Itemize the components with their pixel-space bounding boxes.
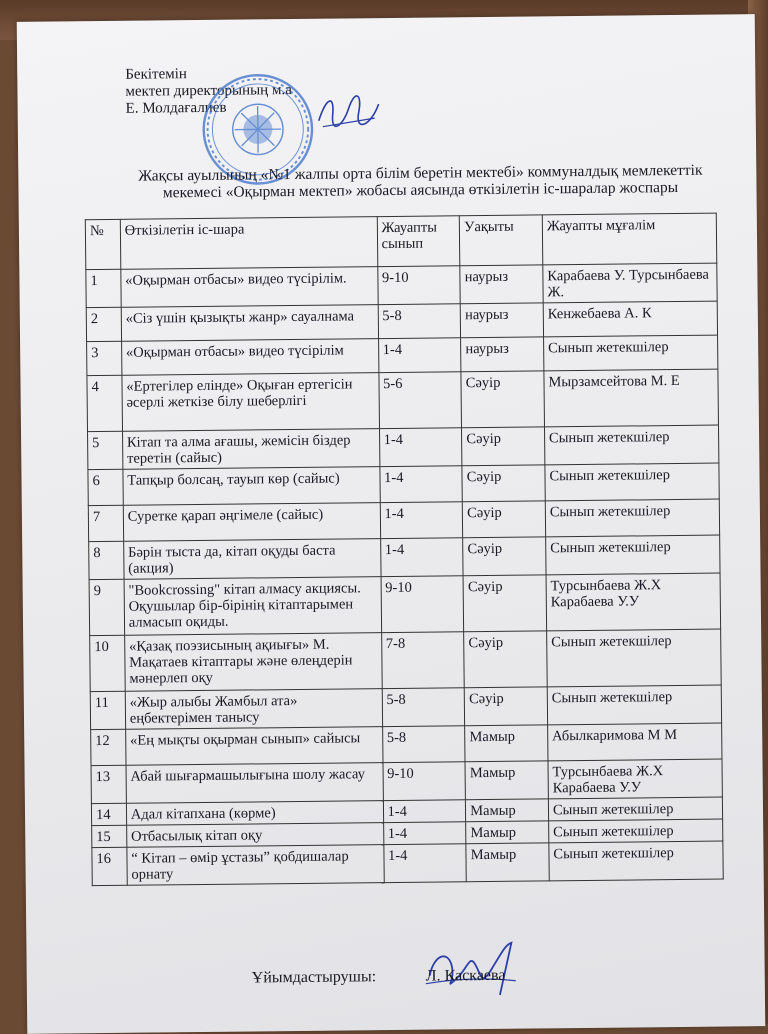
header-number: № [85,219,120,269]
cell-time: Сәуір [464,631,547,688]
cell-teacher: Сынып жетекшілер [547,685,721,725]
cell-teacher: Сынып жетекшілер [548,797,722,821]
cell-time: Сәуір [464,687,547,726]
header-teacher: Жауапты мұғалім [542,213,717,265]
cell-teacher: Сынып жетекшілер [545,463,719,501]
cell-event: "Bookcrossing" кітап алмасу акциясы. Оқушылар бір-бірінің кітаптарымен алмасып оқиды. [124,577,381,636]
cell-class: 1-4 [380,502,463,539]
cell-event: «Оқырман отбасы» видео түсірілім [121,339,378,376]
paper-sheet [17,14,766,1034]
organizer-label: Ұйымдастырушы: [252,968,422,988]
cell-teacher: Мырзамсейтова М. Е [544,369,719,427]
cell-number: 9 [89,579,124,635]
header-time: Уақыты [460,215,543,266]
cell-teacher: Сынып жетекшілер [544,425,718,465]
cell-time: наурыз [460,265,543,304]
cell-number: 15 [92,825,127,847]
cell-number: 13 [91,765,126,803]
cell-time: Мамыр [466,799,549,822]
cell-time: Мамыр [465,725,548,762]
cell-class: 1-4 [383,844,466,883]
cell-number: 12 [91,729,126,765]
cell-teacher: Сынып жетекшілер [545,499,719,537]
cell-event: Адал кітапхана (көрме) [126,801,383,826]
cell-teacher: Сынып жетекшілер [543,335,717,371]
approval-line-1: Бекітемін [125,65,292,84]
cell-time: Мамыр [465,761,548,800]
cell-class: 9-10 [383,762,466,801]
cell-class: 5-8 [378,304,461,339]
approval-line-2: мектеп директорының м.а [125,82,292,101]
cell-number: 7 [88,505,123,541]
cell-time: наурыз [460,303,543,338]
cell-class: 5-6 [378,372,461,429]
cell-number: 14 [91,803,126,825]
cell-event: Суретке қарап әңгімеле (сайыс) [123,503,380,542]
cell-teacher: Сынып жетекшілер [546,535,720,575]
cell-time: Мамыр [466,843,549,882]
header-event: Өткізілетін іс-шара [120,217,377,270]
cell-time: Сәуір [462,427,545,466]
table-row [89,535,720,580]
cell-class: 7-8 [381,632,464,689]
table-row [89,573,721,636]
cell-number: 5 [88,431,123,469]
cell-number: 2 [86,307,121,341]
cell-teacher: Сынып жетекшілер [549,819,723,843]
cell-event: «Жыр алыбы Жамбыл ата» еңбектерімен танысу [125,689,382,730]
table-header-row [85,213,716,270]
cell-class: 1-4 [383,822,466,845]
cell-event: «Ертегілер елінде» Оқыған ертегісін әсерлі жеткізе білу шеберлігі [122,373,379,432]
cell-event: “ Кітап – өмір ұстазы” қобдишалар орнату [127,845,384,886]
cell-class: 9-10 [377,266,460,305]
cell-number: 8 [89,541,124,579]
table-row [88,425,719,470]
cell-number: 16 [92,847,127,885]
cell-time: Мамыр [466,821,549,844]
table-row [91,759,722,804]
table-row [86,263,717,308]
cell-event: Бәрін тыста да, кітап оқуды баста (акция) [123,539,380,580]
cell-teacher: Карабаева У. Турсынбаева Ж. [543,263,717,303]
cell-teacher: Турсынбаева Ж.Х Карабаева У.У [546,573,721,631]
cell-class: 1-4 [378,338,461,373]
approval-line-3: Е. Молдағалиев [126,99,293,118]
cell-number: 6 [88,469,123,505]
cell-teacher: Кенжебаева А. К [543,301,717,337]
cell-class: 5-8 [382,688,465,727]
cell-event: «Қазақ поэзисының ақиығы» М. Мақатаев кітаптары және өлеңдерін мәнерлеп оқу [124,633,381,692]
cell-number: 1 [86,269,121,307]
cell-event: Тапқыр болсаң, тауып көр (сайыс) [123,467,380,506]
cell-class: 1-4 [379,428,462,467]
cell-teacher: Абылкаримова М М [548,723,722,761]
organizer-line [252,967,506,988]
cell-event: Кітап та алма ағашы, жемісін біздер теретін (сайыс) [122,429,379,470]
director-signature [312,86,382,135]
cell-event: Отбасылық кітап оқу [126,823,383,848]
cell-teacher: Турсынбаева Ж.Х Карабаева У.У [548,759,722,799]
organizer-name: Л. Каскаева [426,967,506,985]
cell-class: 1-4 [380,538,463,577]
cell-teacher: Сынып жетекшілер [547,629,722,687]
cell-time: Сәуір [461,371,544,428]
cell-time: Сәуір [462,465,545,502]
cell-time: Сәуір [463,501,546,538]
table-row [90,685,721,730]
cell-time: Сәуір [463,537,546,576]
cell-number: 11 [90,691,125,729]
cell-event: «Сіз үшін қызықты жанр» сауалнама [121,305,378,342]
cell-number: 10 [90,635,125,691]
cell-event: «Ең мықты оқырман сынып» сайысы [125,727,382,766]
table-row [92,841,723,886]
cell-teacher: Сынып жетекшілер [549,841,723,881]
cell-class: 1-4 [383,800,466,823]
header-class: Жауапты сынып [377,216,460,267]
cell-event: Абай шығармашылығына шолу жасау [126,763,383,804]
document-title: Жақсы ауылының «№1 жалпы орта білім беретін мектебі» коммуналдық мемлекеттік мекемесі «Оқырман мектеп» жобасы аясында өткізілетін іс-шаралар жоспары [130,162,710,202]
table-row [90,629,722,692]
table-row [87,369,719,432]
cell-number: 3 [87,341,122,375]
cell-number: 4 [87,375,122,431]
cell-class: 1-4 [379,466,462,503]
cell-class: 5-8 [382,726,465,763]
cell-event: «Оқырман отбасы» видео түсірілім. [121,267,378,308]
cell-class: 9-10 [381,576,464,633]
cell-time: наурыз [461,337,544,372]
cell-time: Сәуір [463,575,546,632]
events-table [85,213,724,887]
